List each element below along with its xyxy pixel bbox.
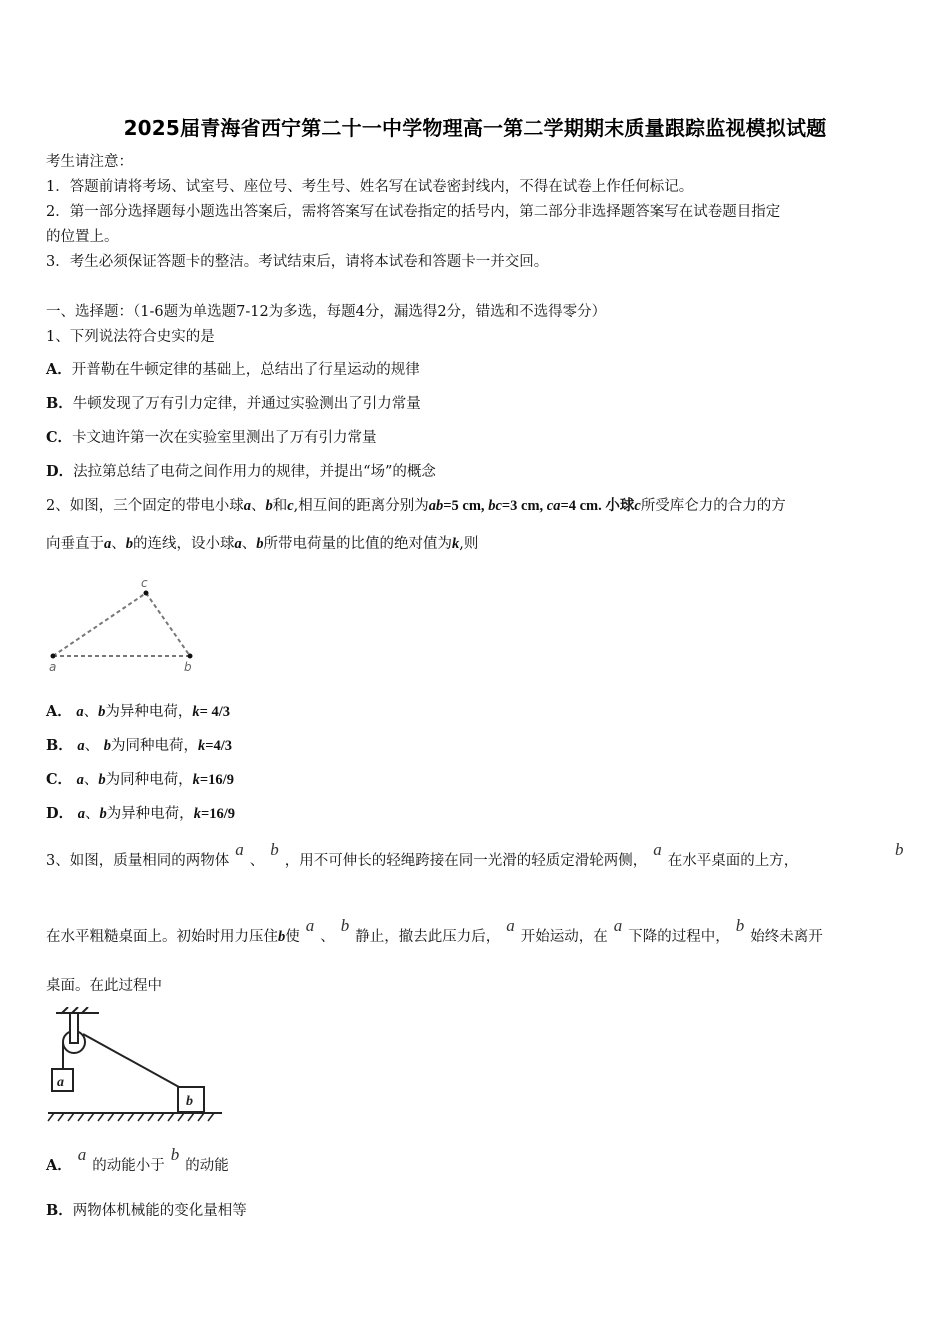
text: 、 xyxy=(320,929,335,945)
text: ,则 xyxy=(459,536,479,552)
label-a: a xyxy=(49,660,57,674)
var-b: b xyxy=(103,738,111,754)
var-a: a xyxy=(77,738,85,754)
q3-stem-line1 xyxy=(46,840,904,871)
q2-stem-line2 xyxy=(46,534,478,554)
q3-option-a xyxy=(46,1145,229,1176)
option-label: D． xyxy=(46,463,74,480)
q1-stem: 1、下列说法符合史实的是 xyxy=(46,329,215,345)
option-text: 牛顿发现了万有引力定律，并通过实验测出了引力常量 xyxy=(72,396,421,412)
notice-item-2: 2．第一部分选择题每小题选出答案后，需将答案写在试卷指定的括号内，第二部分非选择题答案写在试卷题目指定 xyxy=(46,204,781,220)
charge-triangle-figure xyxy=(44,574,204,674)
var-a: a xyxy=(305,916,315,935)
var-a: a xyxy=(104,536,112,552)
var-b: b xyxy=(125,536,133,552)
text: 2、如图，三个固定的带电小球 xyxy=(46,498,244,514)
var-b: b xyxy=(270,840,279,859)
text: 为同种电荷， xyxy=(110,738,198,754)
q2-option-d xyxy=(46,804,235,824)
q2-option-b xyxy=(46,736,232,756)
q2-stem-line1 xyxy=(46,496,786,516)
option-label: B． xyxy=(46,1202,73,1219)
var-c: c xyxy=(634,498,641,514)
label-b: b xyxy=(186,1094,193,1109)
var-ca: ca xyxy=(546,498,561,514)
q3-stem-line3: 桌面。在此过程中 xyxy=(46,978,162,994)
option-label: B． xyxy=(46,737,73,754)
text: 始终未离开 xyxy=(750,929,823,945)
text: 静止，撤去此压力后， xyxy=(355,929,501,945)
text: 为异种电荷， xyxy=(105,704,193,720)
option-label: A． xyxy=(46,1157,72,1174)
page-title: 2025届青海省西宁第二十一中学物理高一第二学期期末质量跟踪监视模拟试题 xyxy=(123,116,827,140)
text: 和 xyxy=(272,498,288,514)
var-b: b xyxy=(895,840,904,859)
var-a: a xyxy=(77,806,85,822)
text: 向垂直于 xyxy=(46,536,104,552)
text: 3、如图，质量相同的两物体 xyxy=(46,853,230,869)
pulley-figure xyxy=(44,1007,229,1129)
text: 、 xyxy=(249,853,265,869)
q1-option-a xyxy=(46,360,420,380)
var-k: k xyxy=(193,806,201,822)
option-text: 开普勒在牛顿定律的基础上，总结出了行星运动的规律 xyxy=(71,362,420,378)
label-a: a xyxy=(57,1075,64,1090)
option-text: 卡文迪许第一次在实验室里测出了万有引力常量 xyxy=(72,430,377,446)
option-label: C． xyxy=(46,771,73,788)
text: ,相互间的距离分别为 xyxy=(293,498,429,514)
var-a: a xyxy=(235,840,244,859)
text: 在水平粗糙桌面上。初始时用力压住 xyxy=(46,929,278,945)
var-a: a xyxy=(613,916,623,935)
var-k: k xyxy=(452,536,460,552)
text: 下降的过程中， xyxy=(628,929,730,945)
var-b: b xyxy=(99,806,107,822)
q2-option-c xyxy=(46,770,234,790)
label-b: b xyxy=(184,660,192,674)
text: 、 xyxy=(250,498,266,514)
var-c: c xyxy=(287,498,294,514)
var-a: a xyxy=(76,704,84,720)
text: 开始运动，在 xyxy=(520,929,608,945)
value: =16/9 xyxy=(200,806,235,822)
var-k: k xyxy=(197,738,206,754)
var-k: k xyxy=(192,772,200,788)
value: =4 cm. 小球 xyxy=(560,498,635,514)
option-text: 两物体机械能的变化量相等 xyxy=(72,1203,247,1219)
var-a: a xyxy=(76,772,84,788)
var-a: a xyxy=(234,536,242,552)
q3-option-b xyxy=(46,1201,247,1221)
var-b: b xyxy=(340,916,350,935)
text: 使 xyxy=(285,929,300,945)
text: ，用不可伸长的轻绳跨接在同一光滑的轻质定滑轮两侧， xyxy=(284,853,648,869)
q1-option-c xyxy=(46,428,377,448)
text: 的动能小于 xyxy=(92,1158,165,1174)
q2-option-a xyxy=(46,702,230,722)
text: 、 xyxy=(84,806,100,822)
option-text: 法拉第总结了电荷之间作用力的规律，并提出“场”的概念 xyxy=(73,464,436,480)
var-b: b xyxy=(735,916,745,935)
value: =5 cm, xyxy=(443,498,489,514)
section-heading: 一、选择题：（1-6题为单选题7-12为多选，每题4分，漏选得2分，错选和不选得零分） xyxy=(46,304,607,320)
text: 在水平桌面的上方， xyxy=(667,853,799,869)
option-label: A． xyxy=(46,703,72,720)
text: 的连线，设小球 xyxy=(133,536,235,552)
q1-option-d xyxy=(46,462,436,482)
text: 、 xyxy=(241,536,257,552)
notice-item-2-cont: 的位置上。 xyxy=(46,229,119,245)
text: 为同种电荷， xyxy=(105,772,193,788)
value: =16/9 xyxy=(199,772,234,788)
var-a: a xyxy=(506,916,515,935)
value: =3 cm, xyxy=(501,498,547,514)
text: 、 xyxy=(83,704,99,720)
option-label: C． xyxy=(46,429,73,446)
label-c: c xyxy=(141,576,148,590)
value: =4/3 xyxy=(205,738,233,754)
text: 所受库仑力的合力的方 xyxy=(640,498,786,514)
text: 、 xyxy=(111,536,126,552)
var-b: b xyxy=(98,704,106,720)
var-b: b xyxy=(170,1145,180,1164)
notice-heading: 考生请注意： xyxy=(46,154,133,170)
var-a: a xyxy=(77,1145,87,1164)
q1-option-b xyxy=(46,394,421,414)
var-a: a xyxy=(243,498,251,514)
notice-item-3: 3．考生必须保证答题卡的整洁。考试结束后，请将本试卷和答题卡一并交回。 xyxy=(46,254,549,270)
text: 、 xyxy=(83,772,99,788)
var-b: b xyxy=(98,772,106,788)
text: 所带电荷量的比值的绝对值为 xyxy=(263,536,452,552)
option-label: B． xyxy=(46,395,73,412)
var-a: a xyxy=(653,840,662,859)
var-k: k xyxy=(192,704,200,720)
var-ab: ab xyxy=(428,498,444,514)
var-bc: bc xyxy=(488,498,502,514)
text: 的动能 xyxy=(185,1158,229,1174)
var-b: b xyxy=(265,498,273,514)
value: = 4/3 xyxy=(199,704,231,720)
q3-stem-line2 xyxy=(46,916,823,947)
text: 为异种电荷， xyxy=(106,806,194,822)
var-b: b xyxy=(256,536,264,552)
var-b: b xyxy=(278,929,286,945)
option-label: A． xyxy=(46,361,72,378)
option-label: D． xyxy=(46,805,74,822)
text: 、 xyxy=(84,738,104,754)
notice-item-1: 1．答题前请将考场、试室号、座位号、考生号、姓名写在试卷密封线内，不得在试卷上作任何标记。 xyxy=(46,179,694,195)
